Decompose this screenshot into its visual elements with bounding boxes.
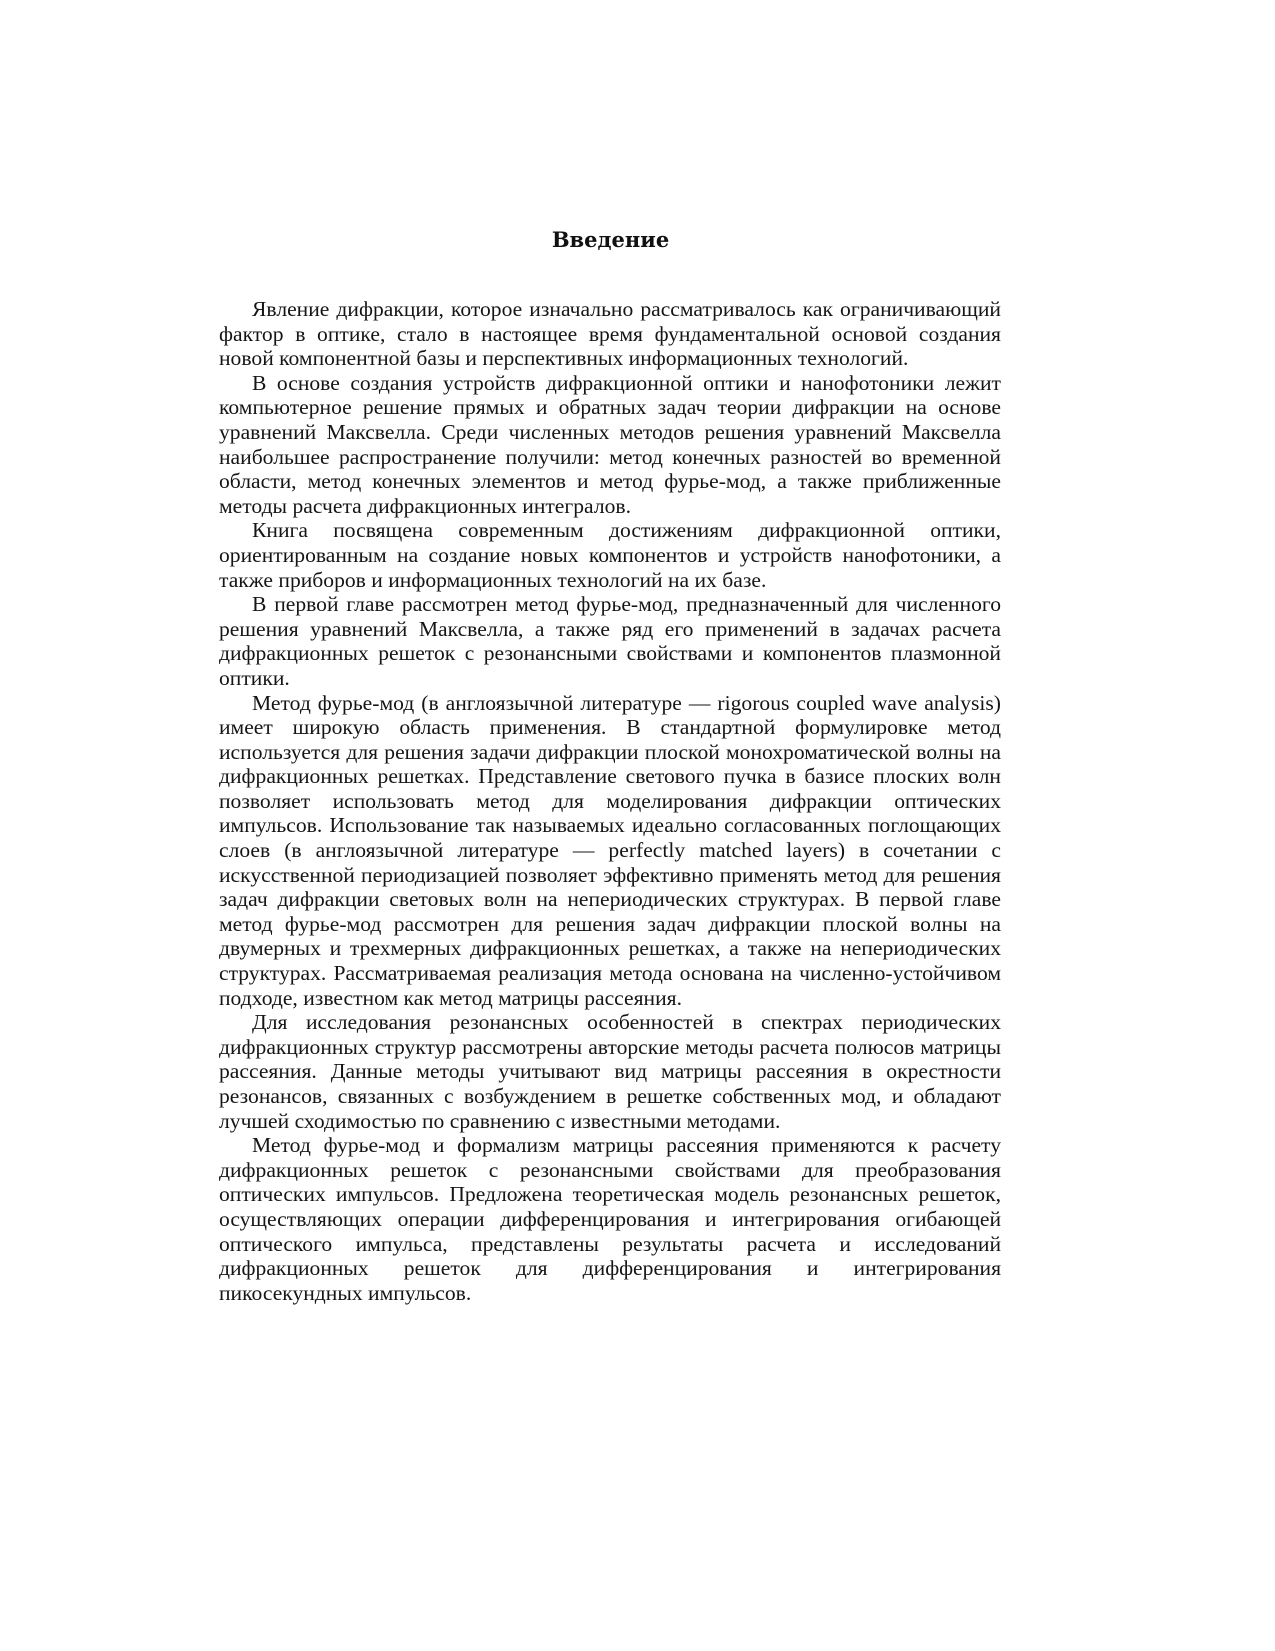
paragraph-3: Книга посвящена современным достижениям дифракционной оптики, ориентированным на создание новых компонентов и устройств нанофотоники, а также приборов и информационных технологий на их базе. [219,518,1001,592]
body-text [219,297,1001,1305]
paragraph-2: В основе создания устройств дифракционной оптики и нанофотоники лежит компьютерное решение прямых и обратных задач теории дифракции на основе уравнений Максвелла. Среди численных методов решения уравнений Максвелла наибольшее распространение получили: метод конечных разностей во временной области, метод конечных элементов и метод фурье-мод, а также приближенные методы расчета дифракционных интегралов. [219,370,1001,518]
paragraph-1: Явление дифракции, которое изначально рассматривалось как ограничивающий фактор в оптике, стало в настоящее время фундаментальной основой создания новой компонентной базы и перспективных информационных технологий. [219,297,1001,371]
section-title: Введение [551,227,670,252]
paragraph-4: В первой главе рассмотрен метод фурье-мод, предназначенный для численного решения уравнений Максвелла, а также ряд его применений в задачах расчета дифракционных решеток с резонансными свойствами и компонентов плазмонной оптики. [219,592,1001,690]
paragraph-6: Для исследования резонансных особенностей в спектрах периодических дифракционных структур рассмотрены авторские методы расчета полюсов матрицы рассеяния. Данные методы учитывают вид матрицы рассеяния в окрестности резонансов, связанных с возбуждением в решетке собственных мод, и обладают лучшей сходимостью по сравнению с известными методами. [219,1010,1001,1133]
paragraph-7: Метод фурье-мод и формализм матрицы рассеяния применяются к расчету дифракционных решеток с резонансными свойствами для преобразования оптических импульсов. Предложена теоретическая модель резонансных решеток, осуществляющих операции дифференцирования и интегрирования огибающей оптического импульса, представлены результаты расчета и исследований дифракционных решеток для дифференцирования и интегрирования пикосекундных импульсов. [219,1133,1001,1305]
paragraph-5: Метод фурье-мод (в англоязычной литературе — rigorous coupled wave analysis) имеет широкую область применения. В стандартной формулировке метод используется для решения задачи дифракции плоской монохроматической волны на дифракционных решетках. Представление светового пучка в базисе плоских волн позволяет использовать метод для моделирования дифракции оптических импульсов. Использование так называемых идеально согласованных поглощающих слоев (в англоязычной литературе — perfectly matched layers) в сочетании с искусственной периодизацией позволяет эффективно применять метод для решения задач дифракции световых волн на непериодических структурах. В первой главе метод фурье-мод рассмотрен для решения задач дифракции плоской волны на двумерных и трехмерных дифракционных решетках, а также на непериодических структурах. Рассматриваемая реализация метода основана на численно-устойчивом подходе, известном как метод матрицы рассеяния. [219,690,1001,1010]
